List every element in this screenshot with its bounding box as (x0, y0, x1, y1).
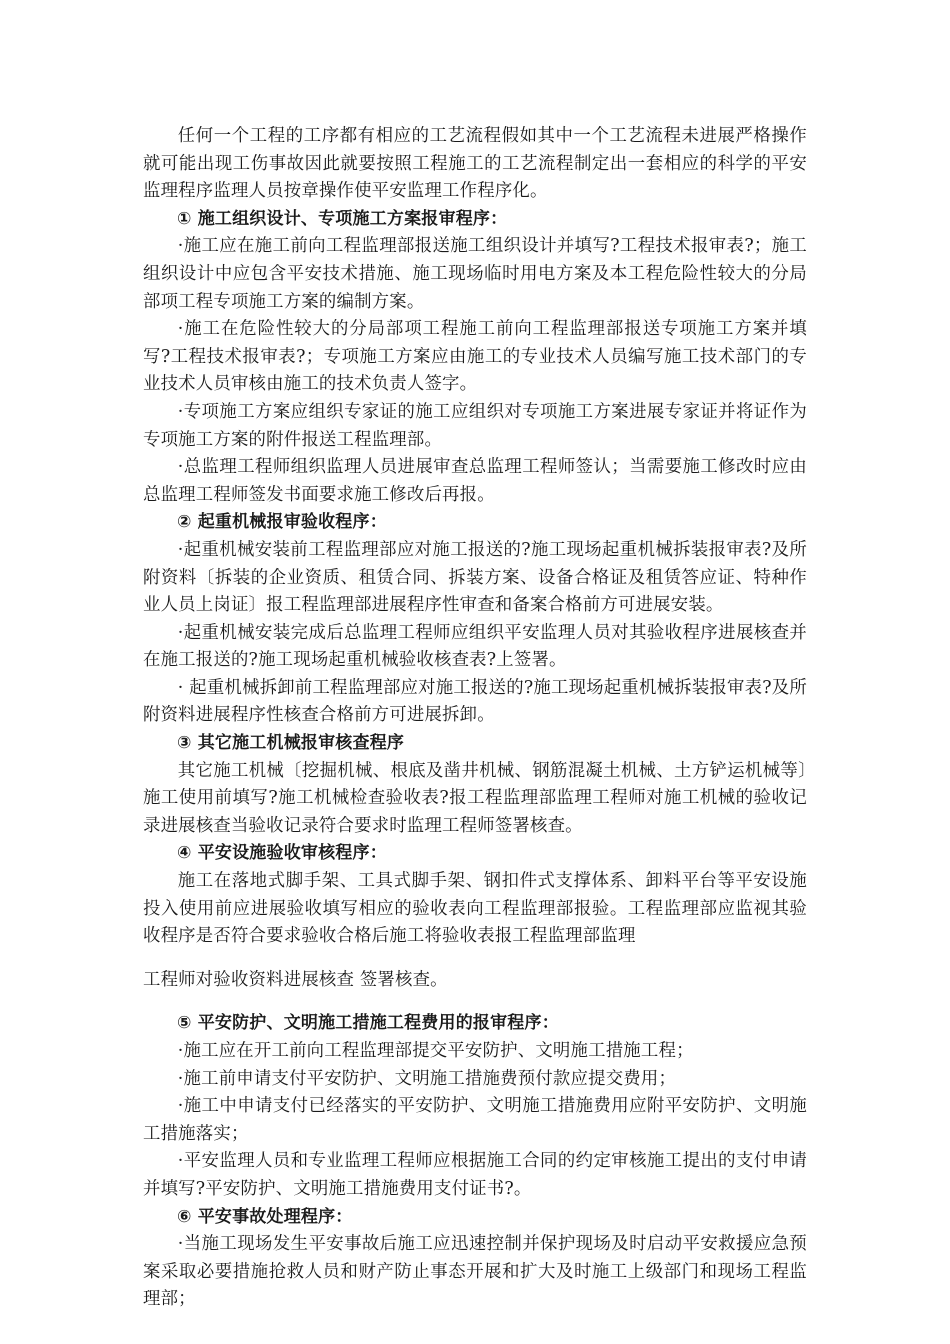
section-paragraph: ·起重机械安装前工程监理部应对施工报送的?施工现场起重机械拆装报审表?及所附资料〔拆装的企业资质、租赁合同、拆装方案、设备合格证及租赁答应证、特种作业人员上岗证〕报工程监理部进展程序性审查和备案合格前方可进展安装。 (143, 539, 807, 616)
section-heading-safety-facilities: ④ 平安设施验收审核程序： (177, 843, 387, 864)
section-paragraph: ·总监理工程师组织监理人员进展审查总监理工程师签认；当需要施工修改时应由总监理工程师签发书面要求施工修改后再报。 (143, 457, 807, 505)
section-paragraph: ·施工前申请支付平安防护、文明施工措施费预付款应提交费用； (177, 1068, 677, 1089)
section-paragraph: ·专项施工方案应组织专家证的施工应组织对专项施工方案进展专家证并将证作为专项施工方案的附件报送工程监理部。 (143, 401, 807, 450)
section-paragraph: 工程师对验收资料进展核查 签署核查。 (143, 969, 448, 990)
section-paragraph: ·施工中申请支付已经落实的平安防护、文明施工措施费用应附平安防护、文明施工措施落实； (143, 1096, 807, 1144)
section-paragraph: 施工在落地式脚手架、工具式脚手架、钢扣件式支撑体系、卸料平台等平安设施投入使用前应进展验收填写相应的验收表向工程监理部报验。工程监理部应监视其验收程序是否符合要求验收合格后施工将验收表报工程监理部监理 (143, 871, 807, 947)
section-paragraph: 其它施工机械〔挖掘机械、根底及凿井机械、钢筋混凝土机械、土方铲运机械等〕施工使用前填写?施工机械检查验收表?报工程监理部监理工程师对施工机械的验收记录进展核查当验收记录符合要求时监理工程师签署核查。 (143, 760, 807, 836)
section-heading-construction-plan: ① 施工组织设计、专项施工方案报审程序： (177, 208, 508, 229)
section-paragraph: ·施工在危险性较大的分局部项工程施工前向工程监理部报送专项施工方案并填写?工程技术报审表?；专项施工方案应由施工的专业技术人员编写施工技术部门的专业技术人员审核由施工的技术负责人签字。 (143, 319, 807, 395)
section-paragraph: ·当施工现场发生平安事故后施工应迅速控制并保护现场及时启动平安救援应急预案采取必要措施抢救人员和财产防止事态开展和扩大及时施工上级部门和现场工程监理部； (143, 1234, 807, 1310)
section-heading-accident-handling: ⑥ 平安事故处理程序： (177, 1206, 353, 1227)
section-paragraph: ·起重机械安装完成后总监理工程师应组织平安监理人员对其验收程序进展核查并在施工报送的?施工现场起重机械验收核查表?上签署。 (143, 622, 807, 671)
section-paragraph: ·施工应在开工前向工程监理部提交平安防护、文明施工措施工程； (177, 1041, 694, 1061)
section-heading-safety-costs: ⑤ 平安防护、文明施工措施工程费用的报审程序： (177, 1013, 559, 1034)
section-paragraph: ·施工应在施工前向工程监理部报送施工组织设计并填写?工程技术报审表?；施工组织设计中应包含平安技术措施、施工现场临时用电方案及本工程危险性较大的分局部项工程专项施工方案的编制方案。 (143, 236, 807, 312)
section-paragraph: ·平安监理人员和专业监理工程师应根据施工合同的约定审核施工提出的支付申请并填写?平安防护、文明施工措施费用支付证书?。 (143, 1151, 807, 1199)
intro-paragraph: 任何一个工程的工序都有相应的工艺流程假如其中一个工艺流程未进展严格操作就可能出现工伤事故因此就要按照工程施工的工艺流程制定出一套相应的科学的平安监理程序监理人员按章操作使平安监理工作程序化。 (143, 126, 807, 202)
section-paragraph: · 起重机械拆卸前工程监理部应对施工报送的?施工现场起重机械拆装报审表?及所附资料进展程序性核查合格前方可进展拆卸。 (143, 677, 807, 726)
section-heading-crane-inspection: ② 起重机械报审验收程序： (177, 512, 387, 533)
document-page (143, 123, 807, 1314)
section-heading-other-machinery: ③ 其它施工机械报审核查程序 (177, 733, 405, 754)
